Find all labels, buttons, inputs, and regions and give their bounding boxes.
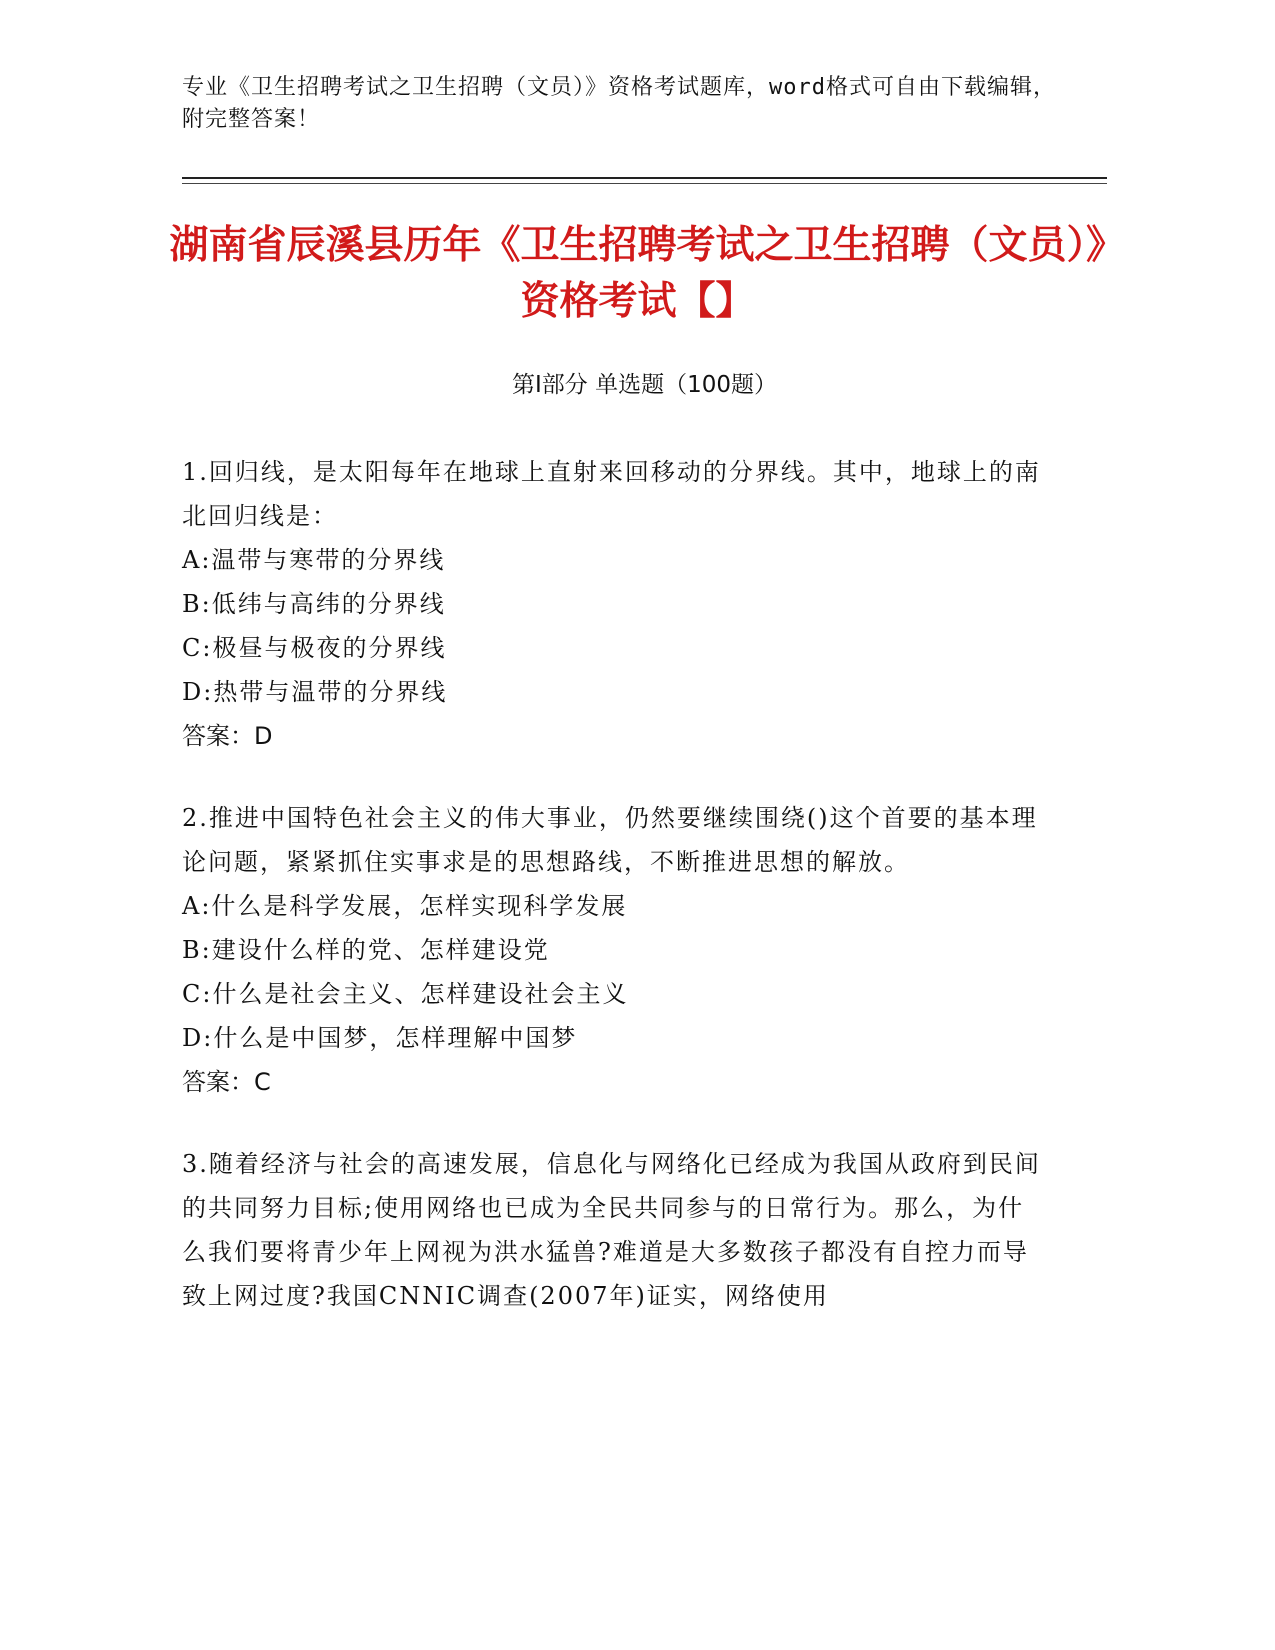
- option-c: C:极昼与极夜的分界线: [182, 634, 447, 662]
- question-2: [182, 796, 1042, 1104]
- option-c: C:什么是社会主义、怎样建设社会主义: [182, 980, 629, 1008]
- header-divider-thick: [182, 177, 1107, 179]
- question-stem: 1.回归线，是太阳每年在地球上直射来回移动的分界线。其中，地球上的南北回归线是：: [182, 458, 1041, 530]
- option-b: B:低纬与高纬的分界线: [182, 590, 446, 618]
- document-title: 湖南省辰溪县历年《卫生招聘考试之卫生招聘（文员）》资格考试【】: [169, 223, 1106, 324]
- question-stem: 3.随着经济与社会的高速发展，信息化与网络化已经成为我国从政府到民间的共同努力目标;使用网络也已成为全民共同参与的日常行为。那么，为什么我们要将青少年上网视为洪水猛兽?难道是大多数孩子都没有自控力而导致上网过度?我国CNNIC调查(2007年)证实，网络使用: [182, 1150, 1041, 1310]
- header-note: 专业《卫生招聘考试之卫生招聘（文员）》资格考试题库，word格式可自由下载编辑，附完整答案！: [182, 75, 1056, 132]
- answer: 答案：C: [182, 1068, 271, 1096]
- question-list: [182, 450, 1042, 1356]
- option-a: A:温带与寒带的分界线: [182, 546, 446, 574]
- answer: 答案：D: [182, 722, 273, 750]
- option-d: D:热带与温带的分界线: [182, 678, 448, 706]
- question-stem: 2.推进中国特色社会主义的伟大事业，仍然要继续围绕()这个首要的基本理论问题，紧紧抓住实事求是的思想路线，不断推进思想的解放。: [182, 804, 1038, 876]
- question-1: [182, 450, 1042, 758]
- section-heading: 第Ⅰ部分 单选题（100题）: [512, 372, 777, 398]
- option-b: B:建设什么样的党、怎样建设党: [182, 936, 550, 964]
- question-3: [182, 1142, 1042, 1318]
- header-divider-thin: [182, 183, 1107, 184]
- option-d: D:什么是中国梦，怎样理解中国梦: [182, 1024, 578, 1052]
- option-a: A:什么是科学发展，怎样实现科学发展: [182, 892, 628, 920]
